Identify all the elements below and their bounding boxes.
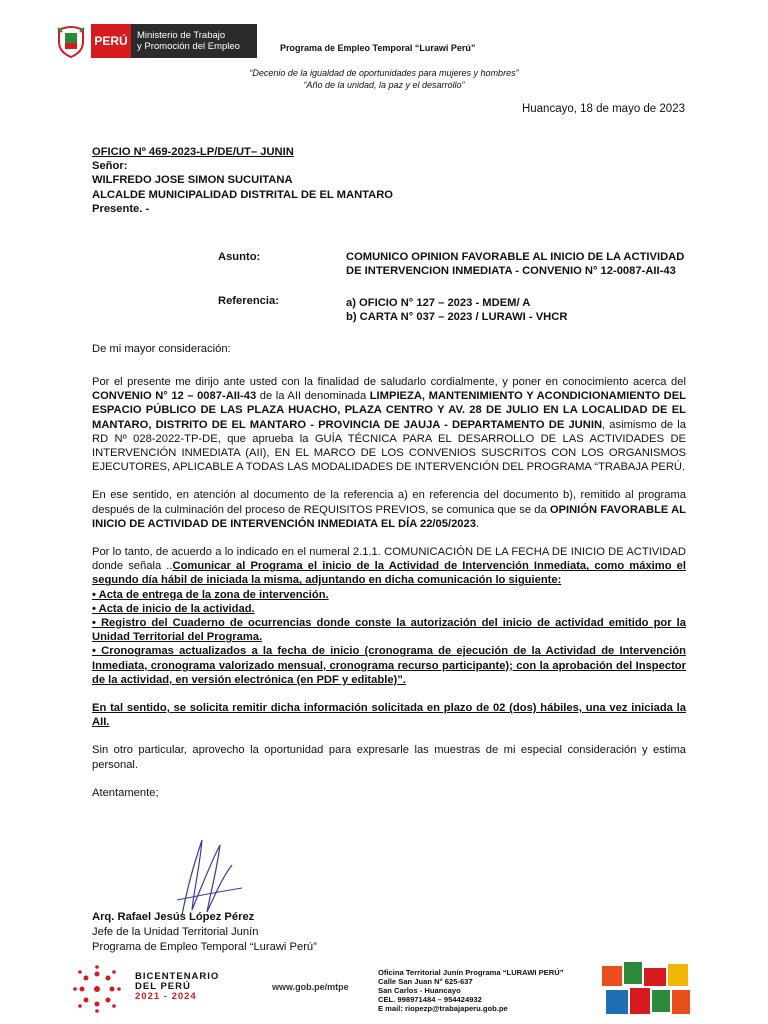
paragraph-2 bbox=[92, 488, 686, 531]
program-title: Programa de Empleo Temporal “Lurawi Perú” bbox=[280, 43, 476, 53]
bicentenario-text bbox=[135, 972, 219, 1002]
referencia-text bbox=[346, 296, 706, 324]
recipient-title: ALCALDE MUNICIPALIDAD DISTRITAL DE EL MANTARO bbox=[92, 188, 394, 201]
ministry-logo bbox=[131, 24, 257, 58]
paragraph-5: Sin otro particular, aprovecho la oportunidad para expresarle las muestras de mi especial consideración y estima personal. bbox=[92, 744, 686, 771]
ministry-line1: Ministerio de Trabajo bbox=[137, 30, 226, 41]
referencia-a: a) OFICIO N° 127 – 2023 - MDEM/ A bbox=[346, 297, 531, 309]
asunto-text bbox=[346, 250, 706, 278]
office-line4: CEL. 998971484 – 954424932 bbox=[378, 995, 482, 1004]
decenio-line1: “Decenio de la igualdad de oportunidades para mujeres y hombres” bbox=[249, 68, 519, 78]
office-address bbox=[378, 968, 564, 1013]
paragraph-4: En tal sentido, se solicita remitir dicha información solicitada en plazo de 02 (dos) hábiles, una vez iniciada la AII. bbox=[92, 702, 686, 729]
recipient-name: WILFREDO JOSE SIMON SUCUITANA bbox=[92, 174, 293, 187]
recipient-block bbox=[92, 145, 492, 216]
convenio-number: CONVENIO N° 12 – 0087-AII-43 bbox=[92, 390, 257, 403]
requirement-item: • Cronogramas actualizados a la fecha de inicio (cronograma de ejecución de la Actividad de Intervención Inmediata, cronograma valorizado mensual, cronograma recurso participante); con la aprobación del Inspector de la actividad, en versión electrónica (en PDF y editable)”. bbox=[92, 645, 686, 686]
favorable-opinion: OPINIÓN FAVORABLE AL INICIO DE ACTIVIDAD DE INTERVENCIÓN INMEDIATA EL DÍA 22/05/2023 bbox=[92, 503, 686, 530]
referencia-b: b) CARTA N° 037 – 2023 / LURAWI - VHCR bbox=[346, 311, 568, 324]
office-line1: Oficina Territorial Junín Programa “LURAWI PERÚ” bbox=[378, 968, 564, 977]
decenio-text bbox=[0, 67, 768, 91]
bicentenario-logo-icon bbox=[72, 964, 122, 1014]
decenio-line2: “Año de la unidad, la paz y el desarrollo” bbox=[303, 80, 465, 90]
p1-text3: , asimismo de la RD Nº 028-2022-TP-DE, que aprueba la GUÍA TÉCNICA PARA EL DESARROLLO DE LAS ACTIVIDADES DE INTERVENCIÓN INMEDIATA (AII), EN EL MARCO DE LOS CONVENIOS SUSCRITOS CON LOS ORGANISMOS EJECUTORES, APLICABLE A TODAS LAS MODALIDADES DE INTERVENCIÓN DEL PROGRAMA “TRABAJA PERÚ. bbox=[92, 418, 687, 474]
bic-line3: 2021 - 2024 bbox=[135, 991, 197, 1002]
p1-text2: de la AII denominada bbox=[256, 390, 370, 403]
asunto-label: Asunto: bbox=[218, 251, 261, 263]
signer-name: Arq. Rafael Jesús López Pérez bbox=[92, 911, 255, 923]
requirement-item: • Acta de entrega de la zona de intervención. bbox=[92, 588, 329, 601]
recipient-salutation: Señor: bbox=[92, 160, 128, 173]
office-line5: E mail: riopezp@trabajaperu.gob.pe bbox=[378, 1004, 508, 1013]
signer-role: Jefe de la Unidad Territorial Junín bbox=[92, 926, 259, 938]
gob-link[interactable]: www.gob.pe/mtpe bbox=[272, 982, 349, 992]
letter-body bbox=[92, 375, 686, 800]
p3-text1: Por lo tanto, de acuerdo a lo indicado en el numeral 2.1.1. COMUNICACIÓN DE LA FECHA DE INICIO DE ACTIVIDAD donde señala .. bbox=[92, 546, 686, 573]
recipient-presente: Presente. - bbox=[92, 202, 150, 215]
referencia-label: Referencia: bbox=[218, 295, 279, 307]
activity-name: LIMPIEZA, MANTENIMIENTO Y ACONDICIONAMIENTO DEL ESPACIO PÚBLICO DE LAS PLAZA HUACHO, PLAZA CENTRO Y AV. 28 DE JULIO EN LA LOCALIDAD DE EL MANTARO, DISTRITO DE EL MANTARO - PROVINCIA DE JAUJA - DEPARTAMENTO DE JUNIN bbox=[92, 390, 686, 431]
p2-text2: . bbox=[475, 517, 480, 530]
peru-logo: PERÚ bbox=[91, 24, 131, 58]
bic-line1: BICENTENARIO bbox=[135, 971, 220, 982]
asunto-line1: COMUNICO OPINION FAVORABLE AL INICIO DE LA ACTIVIDAD bbox=[346, 251, 685, 263]
requirement-item: • Acta de inicio de la actividad. bbox=[92, 602, 255, 615]
oficio-number: OFICIO Nº 469-2023-LP/DE/UT– JUNIN bbox=[92, 146, 294, 158]
p1-text1: Por el presente me dirijo ante usted con la finalidad de saludarlo cordialmente, y poner en conocimiento acerca del bbox=[92, 376, 686, 388]
office-line3: San Carlos - Huancayo bbox=[378, 986, 461, 995]
bic-line2: DEL PERÚ bbox=[135, 981, 191, 992]
signer-program: Programa de Empleo Temporal “Lurawi Perú” bbox=[92, 941, 317, 953]
asunto-line2: DE INTERVENCION INMEDIATA - CONVENIO N° 12-0087-AII-43 bbox=[346, 265, 676, 278]
requirement-item: • Registro del Cuaderno de ocurrencias donde conste la autorización del inicio de actividad emitido por la Unidad Territorial del Programa. bbox=[92, 617, 686, 644]
peru-shield-icon bbox=[56, 24, 86, 58]
paragraph-3 bbox=[92, 545, 686, 588]
letter-date: Huancayo, 18 de mayo de 2023 bbox=[521, 103, 685, 115]
paragraph-1 bbox=[92, 375, 686, 474]
signer-block bbox=[92, 910, 317, 955]
closing: Atentamente; bbox=[92, 786, 159, 799]
ministry-line2: y Promoción del Empleo bbox=[137, 41, 240, 52]
lurawi-logo-icon bbox=[598, 960, 694, 1020]
p2-text1: En ese sentido, en atención al documento de la referencia a) en referencia del documento b), remitido al programa después de la culminación del proceso de REQUISITOS PREVIOS, se comunica que se da bbox=[92, 489, 686, 516]
p3-requirement: Comunicar al Programa el inicio de la Actividad de Intervención Inmediata, como máximo el segundo día hábil de iniciada la misma, adjuntando en dicha comunicación lo siguiente: bbox=[92, 560, 687, 587]
office-line2: Calle San Juan N° 625-637 bbox=[378, 977, 473, 986]
greeting: De mi mayor consideración: bbox=[92, 343, 231, 355]
handwritten-signature bbox=[162, 830, 252, 920]
